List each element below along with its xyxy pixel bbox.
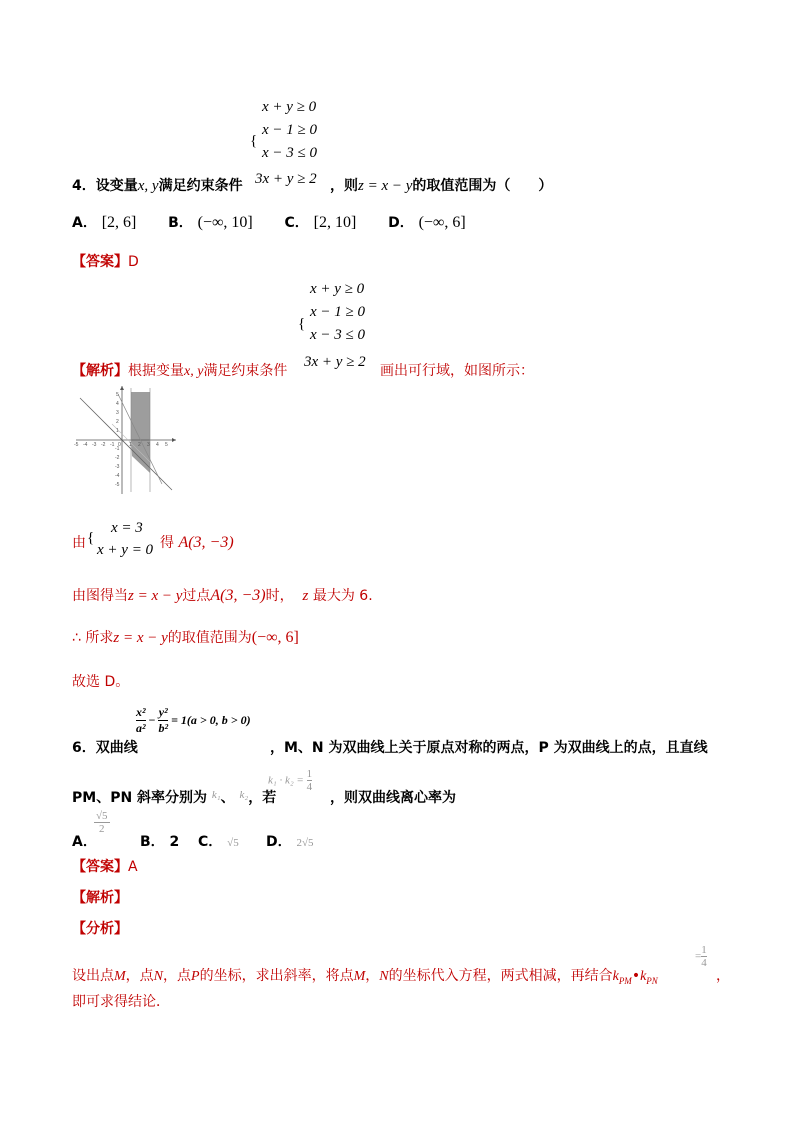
y-tick: -1 <box>115 446 120 452</box>
y-tick: 4 <box>116 401 119 407</box>
analysis-tag: 【解析】 <box>72 363 128 379</box>
q4-option-a[interactable]: A． [2, 6] <box>72 214 137 231</box>
q4-analysis-line-2: 由图得当z = x − y过点A(3, −3)时， z 最大为 6. <box>72 587 373 604</box>
q4-system-brace: { <box>250 133 258 149</box>
x-tick: 5 <box>165 442 168 448</box>
x-tick: 2 <box>138 442 141 448</box>
constraint-1: x + y ≥ 0 <box>262 99 317 115</box>
x-tick: -2 <box>101 442 106 448</box>
q6-answer: 【答案】A <box>72 859 138 875</box>
x-tick: 3 <box>147 442 150 448</box>
y-tick: -2 <box>115 455 120 461</box>
solve-from: 由 <box>72 535 86 551</box>
q6-option-a-value: √5 2 <box>96 810 108 835</box>
q4-constraint-system <box>262 96 317 165</box>
x-tick: -1 <box>110 442 115 448</box>
x-tick: 0 <box>118 442 121 448</box>
q4-stem: 4．设变量x, y满足约束条件 <box>72 178 243 194</box>
y-tick: -3 <box>115 464 120 470</box>
q4-analysis-constraint-4: 3x + y ≥ 2 <box>304 354 366 370</box>
y-tick: 5 <box>116 392 119 398</box>
q6-fenxi-fraction: = $\frac{1}{4}$ <box>695 944 707 969</box>
y-tick: -5 <box>115 482 120 488</box>
y-tick: 3 <box>116 410 119 416</box>
y-tick: -4 <box>115 473 120 479</box>
solve-system: x = 3 x + y = 0 <box>97 520 154 558</box>
q4-conclusion: 故选 D。 <box>72 674 130 690</box>
feasible-region-graph <box>72 384 178 496</box>
constraint-2: x − 1 ≥ 0 <box>262 122 318 138</box>
q4-option-b[interactable]: B． (−∞, 10] <box>168 214 253 231</box>
solve-brace: { <box>87 530 95 546</box>
constraint-3: x − 3 ≤ 0 <box>262 145 318 161</box>
q4-option-d[interactable]: D． (−∞, 6] <box>388 214 466 231</box>
q6-fenxi-comma: ， <box>716 968 730 984</box>
q4-answer: 【答案】D <box>72 254 139 270</box>
q6-number: 6． <box>72 740 96 756</box>
q6-stem-line-2-tail: ，则双曲线离心率为 <box>330 790 456 806</box>
q4-number: 4． <box>72 178 96 194</box>
q4-analysis-line: 【解析】根据变量x, y满足约束条件 <box>72 363 288 379</box>
q6-stem-tail: ，M、N 为双曲线上关于原点对称的两点，P 为双曲线上的点，且直线 <box>270 740 708 756</box>
q4-analysis-tail: 画出可行域，如图所示： <box>380 363 534 379</box>
q6-stem: 6．双曲线 <box>72 740 138 756</box>
x-tick: -5 <box>74 442 79 448</box>
q4-stem-tail: ，则z = x − y的取值范围为（ ） <box>330 178 553 194</box>
q6-option-d[interactable]: D． 2√5 <box>266 834 314 850</box>
q6-option-b[interactable]: B． 2 <box>140 834 180 850</box>
x-tick: 1 <box>129 442 132 448</box>
q4-analysis-system: x + y ≥ 0 x − 1 ≥ 0 x − 3 ≤ 0 <box>310 281 366 343</box>
q4-analysis-brace: { <box>298 316 306 332</box>
solve-result: 得 A(3, −3) <box>160 534 234 551</box>
x-tick: -3 <box>92 442 97 448</box>
x-tick: -4 <box>83 442 88 448</box>
q6-fenxi-line-1: 设出点M，点N，点P的坐标，求出斜率，将点M，N的坐标代入方程，两式相减，再结合$k_{PM}•k_{PN}$ <box>72 968 658 986</box>
q6-option-c[interactable]: C． √5 <box>198 834 239 850</box>
q4-options <box>72 212 466 232</box>
q6-stem-line-2: PM、PN 斜率分别为 $^{k_1}$、 $^{k_2}$，若 <box>72 789 277 806</box>
y-tick: 2 <box>116 419 119 425</box>
constraint-4: 3x + y ≥ 2 <box>255 171 317 187</box>
q6-fenxi-tag: 【分析】 <box>72 921 128 937</box>
q6-fenxi-line-2: 即可求得结论． <box>72 994 170 1010</box>
answer-tag: 【答案】 <box>72 254 128 270</box>
hyperbola-equation: $\frac{\text{x²}}{\text{a²}}$ − $\frac{\text{y²}}{\text{b²}}$ = 1(a > 0, b > 0) <box>136 705 251 735</box>
q6-option-a[interactable]: A． <box>72 834 97 850</box>
q4-analysis-line-3: ∴ 所求z = x − y的取值范围为(−∞, 6] <box>72 629 299 646</box>
q6-analysis-tag: 【解析】 <box>72 890 128 906</box>
q4-option-c[interactable]: C． [2, 10] <box>284 214 357 231</box>
y-tick: 1 <box>116 428 119 434</box>
x-tick: 4 <box>156 442 159 448</box>
q6-condition: k₁ · k₂ = $\frac{1}{4}$ <box>268 768 313 793</box>
